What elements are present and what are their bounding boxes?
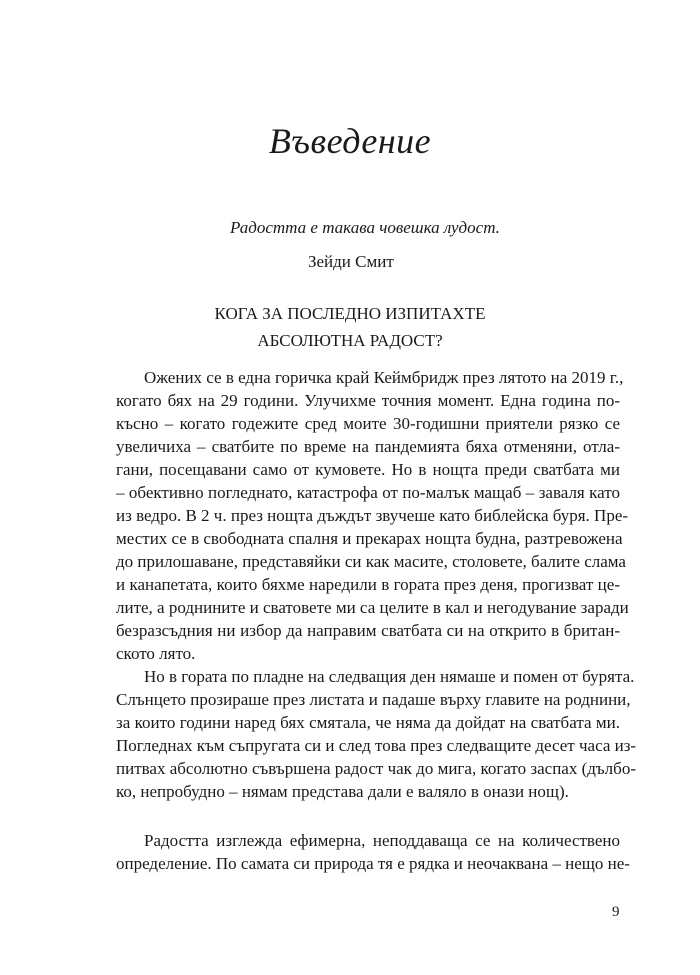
text-line: лите, а роднините и сватовете ми са целите в кал и негодувание заради <box>116 598 629 617</box>
text-line: Погледнах към съпругата си и след това през следващите десет часа из- <box>116 736 637 755</box>
text-line: късно – когато годежите сред моите 30-годишни приятели рязко се <box>116 414 620 433</box>
text-line: Слънцето прозираше през листата и падаше върху главите на роднини, <box>116 690 631 709</box>
section-heading-line-2: АБСОЛЮТНА РАДОСТ? <box>257 331 443 350</box>
text-line: определение. По самата си природа тя е рядка и неочаквана – нещо не- <box>116 854 630 873</box>
text-line: увеличиха – сватбите по време на пандемията бяха отменяни, отла- <box>116 437 620 456</box>
text-line: ко, непробудно – нямам представа дали е валяло в онази нощ). <box>116 782 569 801</box>
epigraph-quote: Радостта е такава човешка лудост. <box>230 218 500 237</box>
paragraph <box>116 665 637 803</box>
epigraph-author: Зейди Смит <box>308 252 394 271</box>
section-heading-line-1: КОГА ЗА ПОСЛЕДНО ИЗПИТАХТЕ <box>214 304 486 323</box>
body-text <box>116 366 637 875</box>
section-heading <box>0 300 700 354</box>
epigraph <box>230 214 570 276</box>
text-line: и канапетата, които бяхме наредили в гората през деня, прогизват це- <box>116 575 620 594</box>
paragraph <box>116 366 629 665</box>
page-number: 9 <box>612 904 620 920</box>
text-line: Но в гората по пладне на следващия ден нямаше и помен от бурята. <box>144 667 635 686</box>
text-line: из ведро. В 2 ч. през нощта дъждът звучеше като библейска буря. Пре- <box>116 506 629 525</box>
chapter-title: Въведение <box>268 121 432 161</box>
text-line: безразсъдния ни избор да направим сватбата си на открито в британ- <box>116 621 620 640</box>
text-line: Ожених се в една горичка край Кеймбридж през лятото на 2019 г., <box>144 368 624 387</box>
text-line: гани, посещавани само от кумовете. Но в нощта преди сватбата ми <box>116 460 620 479</box>
text-line: ското лято. <box>116 644 196 663</box>
text-line: Радостта изглежда ефимерна, неподдаваща се на количествено <box>144 831 620 850</box>
text-line: до прилошаване, представяйки си как масите, столовете, балите слама <box>116 552 626 571</box>
text-line: – обективно погледнато, катастрофа от по-малък мащаб – заваля като <box>116 483 620 502</box>
paragraph <box>116 829 630 875</box>
paragraph-gap <box>116 803 620 829</box>
text-line: местих се в свободната спалня и прекарах нощта будна, разтревожена <box>116 529 623 548</box>
text-line: за които години наред бях смятала, че няма да дойдат на сватбата ми. <box>116 713 620 732</box>
text-line: когато бях на 29 години. Улучихме точния момент. Една година по- <box>116 391 620 410</box>
text-line: питвах абсолютно съвършена радост чак до мига, когато заспах (дълбо- <box>116 759 636 778</box>
